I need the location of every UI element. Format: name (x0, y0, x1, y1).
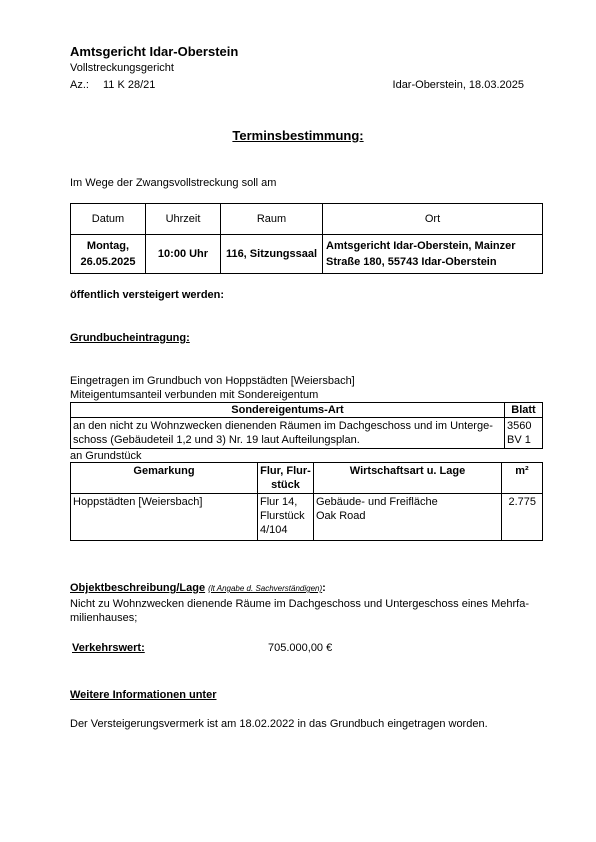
plot-use (314, 494, 502, 541)
case-number-label: Az.: (70, 79, 89, 91)
appointment-room: 116, Sitzungssaal (221, 235, 323, 274)
court-name: Amtsgericht Idar-Oberstein (70, 44, 239, 59)
market-value: 705.000,00 € (268, 642, 333, 654)
special-ownership-row (71, 418, 543, 449)
special-ownership-table (70, 402, 543, 449)
co-ownership-share: Miteigentumsanteil verbunden mit Sondereigentum (70, 389, 319, 401)
header-room: Raum (221, 204, 323, 235)
object-heading: Objektbeschreibung/Lage (70, 582, 206, 594)
header-date: Datum (71, 204, 146, 235)
object-description-line-2: milienhauses; (70, 612, 138, 624)
header-parcel (258, 463, 314, 494)
appointment-value-row (71, 235, 543, 274)
plot-use-line-2: Oak Road (316, 510, 366, 522)
court-department: Vollstreckungsgericht (70, 62, 174, 74)
object-description-line-1: Nicht zu Wohnzwecken dienende Räume im Dachgeschoss und Untergeschoss eines Mehrfa- (70, 598, 529, 610)
object-description (70, 597, 540, 625)
appointment-place (323, 235, 543, 274)
header-parcel-line-1: Flur, Flur- (260, 465, 311, 477)
plot-parcel (258, 494, 314, 541)
header-ownership-type: Sondereigentums-Art (71, 403, 505, 418)
plot-header-row (71, 463, 543, 494)
plot-area: 2.775 (502, 494, 543, 541)
header-district: Gemarkung (71, 463, 258, 494)
plot-parcel-line-1: Flur 14, (260, 496, 298, 508)
appointment-weekday: Montag, (86, 240, 130, 252)
registration-note: Der Versteigerungsvermerk ist am 18.02.2022 in das Grundbuch eingetragen worden. (70, 718, 488, 730)
more-info-heading: Weitere Informationen unter (70, 689, 217, 701)
land-register-entry: Eingetragen im Grundbuch von Hoppstädten [Weiersbach] (70, 375, 355, 387)
sheet-number-line-1: 3560 (507, 420, 532, 432)
special-ownership-header-row (71, 403, 543, 418)
object-heading-line (70, 582, 326, 594)
land-register-heading: Grundbucheintragung: (70, 332, 190, 344)
plot-label: an Grundstück (70, 450, 142, 462)
object-note: (lt Angabe d. Sachverständigen) (208, 584, 323, 593)
plot-use-line-1: Gebäude- und Freifläche (316, 496, 438, 508)
header-sheet: Blatt (505, 403, 543, 418)
appointment-date-value: 26.05.2025 (80, 256, 136, 268)
appointment-time: 10:00 Uhr (146, 235, 221, 274)
header-place: Ort (323, 204, 543, 235)
intro-text: Im Wege der Zwangsvollstreckung soll am (70, 177, 277, 189)
appointment-date (71, 235, 146, 274)
market-value-label: Verkehrswert: (72, 642, 145, 654)
header-parcel-line-2: stück (271, 479, 300, 491)
plot-district: Hoppstädten [Weiersbach] (71, 494, 258, 541)
document-title: Terminsbestimmung: (232, 128, 364, 143)
plot-row (71, 494, 543, 541)
header-area: m² (502, 463, 543, 494)
auction-text: öffentlich versteigert werden: (70, 289, 225, 301)
ownership-description-line-1: an den nicht zu Wohnzwecken dienenden Räumen im Dachgeschoss und im Unterge- (73, 420, 493, 432)
ownership-description (71, 418, 505, 449)
header-time: Uhrzeit (146, 204, 221, 235)
place-line-1: Amtsgericht Idar-Oberstein, Mainzer (326, 240, 516, 252)
place-line-2: Straße 180, 55743 Idar-Oberstein (326, 256, 497, 268)
header-use: Wirtschaftsart u. Lage (314, 463, 502, 494)
object-colon: : (322, 582, 326, 594)
plot-parcel-line-3: 4/104 (260, 524, 288, 536)
plot-table (70, 462, 543, 541)
appointment-table (70, 203, 543, 274)
appointment-header-row (71, 204, 543, 235)
ownership-description-line-2: schoss (Gebäudeteil 1,2 und 3) Nr. 19 laut Aufteilungsplan. (73, 434, 360, 446)
case-number: 11 K 28/21 (103, 79, 156, 91)
plot-parcel-line-2: Flurstück (260, 510, 305, 522)
sheet-number-line-2: BV 1 (507, 434, 531, 446)
place-and-date: Idar-Oberstein, 18.03.2025 (392, 79, 524, 91)
sheet-number (505, 418, 543, 449)
